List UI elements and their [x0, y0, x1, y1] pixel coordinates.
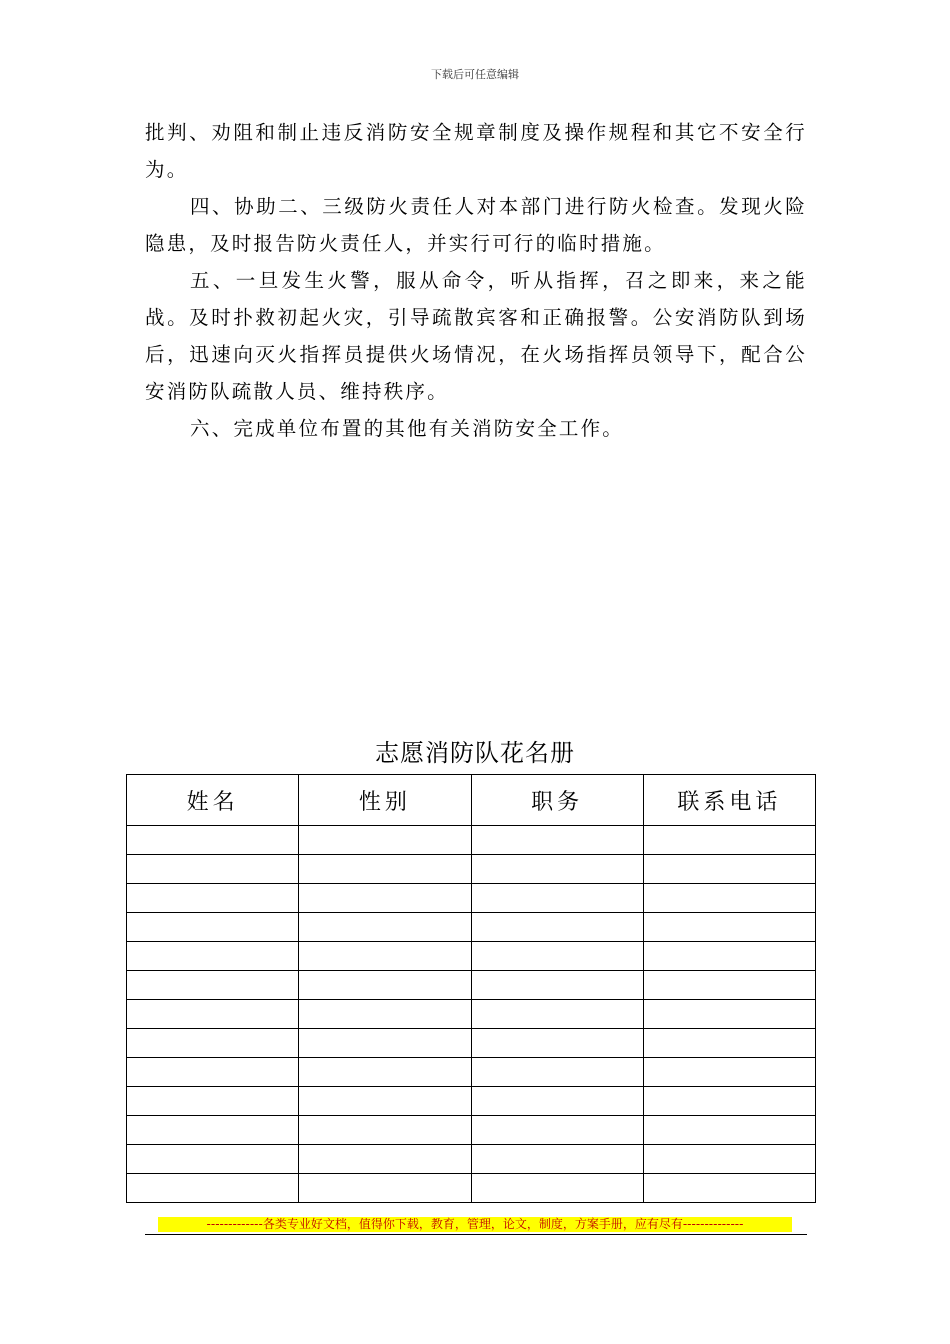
table-row — [127, 913, 816, 942]
table-cell — [643, 1174, 815, 1203]
table-cell — [299, 1174, 471, 1203]
footer-divider — [145, 1234, 807, 1235]
table-cell — [471, 1116, 643, 1145]
table-cell — [471, 1174, 643, 1203]
table-cell — [127, 1145, 299, 1174]
table-cell — [127, 826, 299, 855]
table-cell — [299, 1116, 471, 1145]
body-text — [145, 114, 807, 447]
table-row — [127, 1058, 816, 1087]
table-cell — [471, 826, 643, 855]
table-cell — [299, 1029, 471, 1058]
table-cell — [643, 971, 815, 1000]
table-cell — [299, 942, 471, 971]
table-cell — [127, 855, 299, 884]
page-header: 下载后可任意编辑 — [431, 68, 519, 81]
table-cell — [471, 1087, 643, 1116]
table-cell — [127, 1116, 299, 1145]
table-cell — [471, 1029, 643, 1058]
table-cell — [471, 1000, 643, 1029]
table-row — [127, 971, 816, 1000]
table-cell — [471, 855, 643, 884]
table-cell — [643, 1116, 815, 1145]
table-cell — [471, 942, 643, 971]
column-header-name: 姓名 — [127, 775, 299, 826]
table-cell — [643, 1029, 815, 1058]
table-cell — [299, 1000, 471, 1029]
table-cell — [127, 1058, 299, 1087]
table-cell — [299, 971, 471, 1000]
table-cell — [299, 913, 471, 942]
table-cell — [643, 913, 815, 942]
table-cell — [643, 826, 815, 855]
table-cell — [299, 826, 471, 855]
table-cell — [643, 942, 815, 971]
paragraph-item-6: 六、完成单位布置的其他有关消防安全工作。 — [190, 417, 625, 440]
table-cell — [127, 1087, 299, 1116]
table-row — [127, 1145, 816, 1174]
column-header-gender: 性别 — [299, 775, 471, 826]
table-row — [127, 1116, 816, 1145]
table-cell — [643, 855, 815, 884]
table-cell — [127, 1000, 299, 1029]
paragraph-item-5: 五、一旦发生火警，服从命令，听从指挥，召之即来，来之能战。及时扑救初起火灾，引导疏散宾客和正确报警。公安消防队到场后，迅速向灭火指挥员提供火场情况，在火场指挥员领导下，配合公安消防队疏散人员、维持秩序。 — [145, 269, 807, 403]
table-cell — [299, 1087, 471, 1116]
roster-title: 志愿消防队花名册 — [375, 739, 575, 767]
table-row — [127, 942, 816, 971]
table-row — [127, 884, 816, 913]
footer-banner: -------------各类专业好文档，值得你下载，教育，管理，论文，制度，方案手册，应有尽有-------------- — [158, 1217, 792, 1232]
table-cell — [127, 884, 299, 913]
table-row — [127, 1000, 816, 1029]
table-row — [127, 1087, 816, 1116]
table-cell — [299, 1145, 471, 1174]
table-cell — [643, 1087, 815, 1116]
table-row — [127, 1174, 816, 1203]
table-cell — [643, 1058, 815, 1087]
table-row — [127, 855, 816, 884]
table-row — [127, 1029, 816, 1058]
table-cell — [471, 913, 643, 942]
paragraph-continuation: 批判、劝阻和制止违反消防安全规章制度及操作规程和其它不安全行为。 — [145, 121, 807, 181]
column-header-phone: 联系电话 — [643, 775, 815, 826]
table-cell — [299, 1058, 471, 1087]
table-cell — [299, 884, 471, 913]
table-cell — [471, 1058, 643, 1087]
roster-table — [126, 774, 816, 1203]
paragraph-item-4: 四、协助二、三级防火责任人对本部门进行防火检查。发现火险隐患，及时报告防火责任人，并实行可行的临时措施。 — [145, 195, 807, 255]
table-cell — [127, 942, 299, 971]
table-cell — [471, 884, 643, 913]
table-row — [127, 826, 816, 855]
roster-header-row — [127, 775, 816, 826]
table-cell — [643, 1145, 815, 1174]
table-cell — [471, 971, 643, 1000]
table-cell — [127, 913, 299, 942]
table-cell — [643, 884, 815, 913]
table-cell — [299, 855, 471, 884]
table-cell — [643, 1000, 815, 1029]
table-cell — [127, 1174, 299, 1203]
table-cell — [127, 1029, 299, 1058]
table-cell — [127, 971, 299, 1000]
column-header-position: 职务 — [471, 775, 643, 826]
roster-body — [127, 826, 816, 1203]
table-cell — [471, 1145, 643, 1174]
